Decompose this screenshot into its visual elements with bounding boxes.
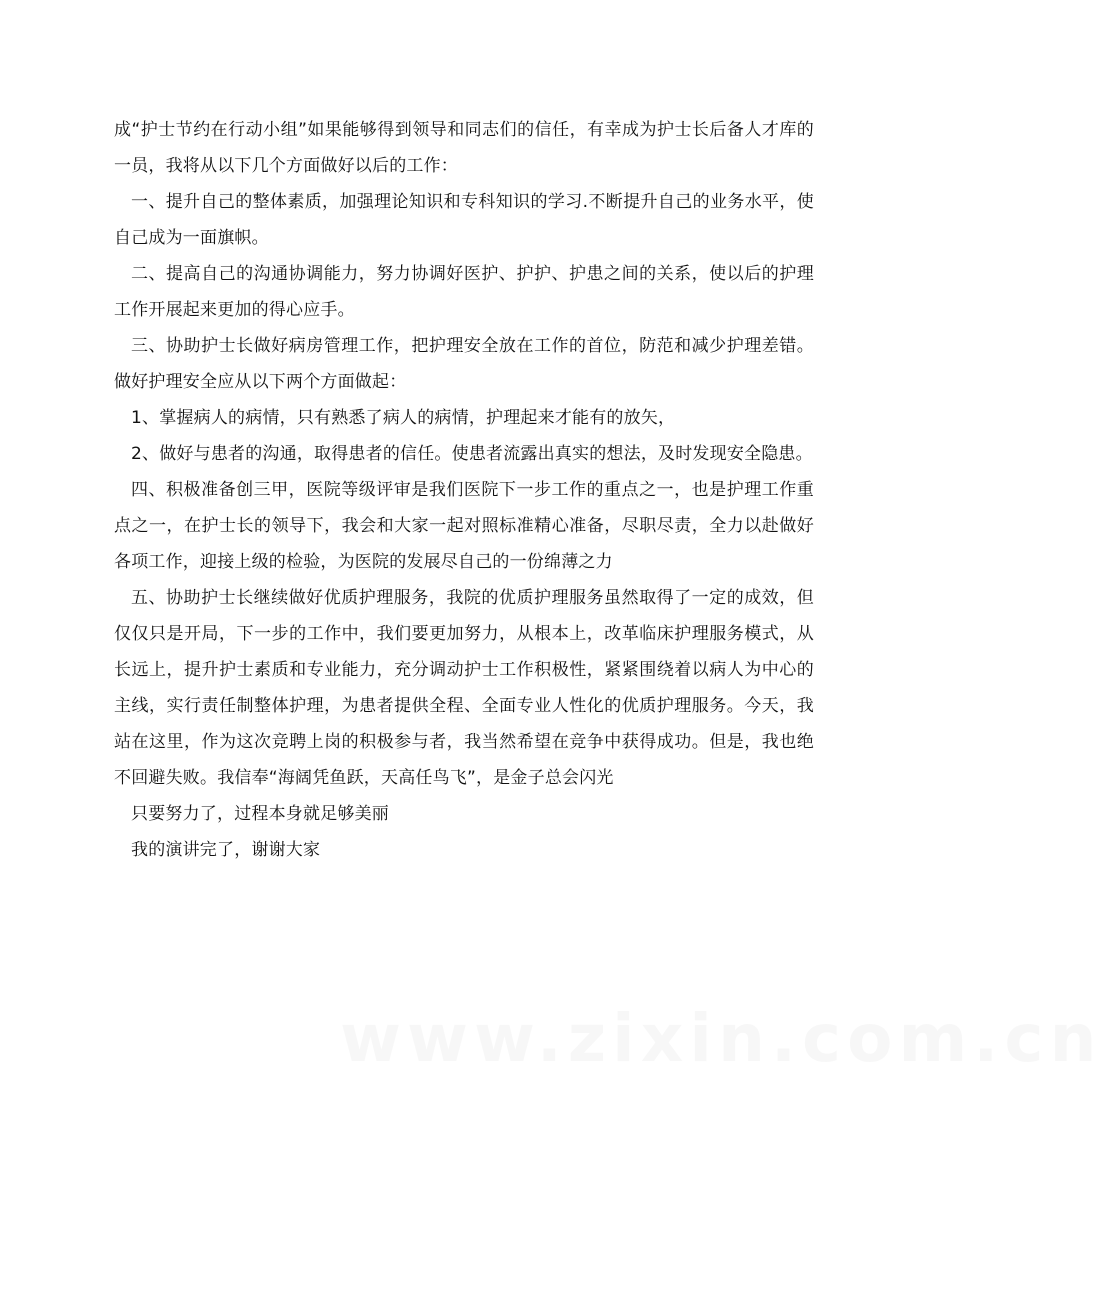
paragraph-intro: 成“护士节约在行动小组”如果能够得到领导和同志们的信任，有幸成为护士长后备人才库的一员，我将从以下几个方面做好以后的工作： xyxy=(114,120,814,176)
paragraph-closing-1: 只要努力了，过程本身就足够美丽 xyxy=(131,804,389,824)
paragraph-point-4: 四、积极准备创三甲，医院等级评审是我们医院下一步工作的重点之一，也是护理工作重点之一，在护士长的领导下，我会和大家一起对照标准精心准备，尽职尽责，全力以赴做好各项工作，迎接上级的检验，为医院的发展尽自己的一份绵薄之力 xyxy=(114,480,814,572)
watermark: www.zixin.com.cn xyxy=(340,1000,1102,1077)
document-body xyxy=(114,112,814,868)
paragraph-closing-2: 我的演讲完了，谢谢大家 xyxy=(131,840,321,860)
paragraph-point-5: 五、协助护士长继续做好优质护理服务，我院的优质护理服务虽然取得了一定的成效，但仅仅只是开局，下一步的工作中，我们要更加努力，从根本上，改革临床护理服务模式，从长远上，提升护士素质和专业能力，充分调动护士工作积极性，紧紧围绕着以病人为中心的主线，实行责任制整体护理，为患者提供全程、全面专业人性化的优质护理服务。今天，我站在这里，作为这次竞聘上岗的积极参与者，我当然希望在竞争中获得成功。但是，我也绝不回避失败。我信奉“海阔凭鱼跃，天高任鸟飞”，是金子总会闪光 xyxy=(114,588,814,788)
paragraph-point-2: 二、提高自己的沟通协调能力，努力协调好医护、护护、护患之间的关系，使以后的护理工作开展起来更加的得心应手。 xyxy=(114,264,814,320)
paragraph-point-3: 三、协助护士长做好病房管理工作，把护理安全放在工作的首位，防范和减少护理差错。做好护理安全应从以下两个方面做起： xyxy=(114,336,814,392)
paragraph-subpoint-2: 2、做好与患者的沟通，取得患者的信任。使患者流露出真实的想法，及时发现安全隐患。 xyxy=(131,444,813,464)
paragraph-point-1: 一、提升自己的整体素质，加强理论知识和专科知识的学习.不断提升自己的业务水平，使自己成为一面旗帜。 xyxy=(114,192,814,248)
paragraph-subpoint-1: 1、掌握病人的病情，只有熟悉了病人的病情，护理起来才能有的放矢， xyxy=(131,408,676,428)
